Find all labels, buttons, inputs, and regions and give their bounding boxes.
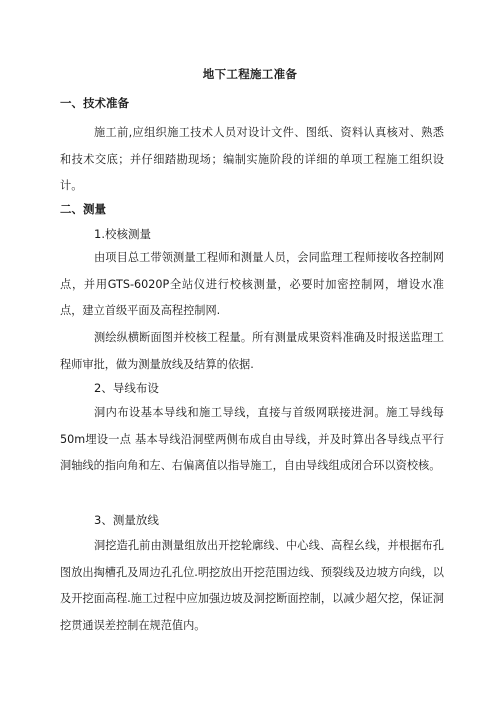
paragraph-verification-survey-1: 由项目总工带领测量工程师和测量人员，会同监理工程师接收各控制网点，并用GTS-6020P全站仪进行校核测量，必要时加密控制网，增设水准点，建立首级平面及高程控制网.: [60, 251, 444, 317]
section-heading-technical-prep: 一、技术准备: [60, 96, 129, 110]
document-title: 地下工程施工准备: [202, 67, 298, 81]
subsection-title-verification-survey: 1.校核测量: [94, 227, 151, 241]
paragraph-traverse-layout: 洞内布设基本导线和施工导线，直接与首级网联接进洞。施工导线每50m埋设一点 基本导线沿洞壁两侧布成自由导线，并及时算出各导线点平行洞轴线的指向角和左、右偏离值以指导施工，自由导线组成闭合环以资校核。: [60, 406, 444, 472]
subsection-title-setting-out: 3、测量放线: [94, 513, 159, 527]
section-heading-survey: 二、测量: [60, 202, 106, 216]
paragraph-technical-prep: 施工前,应组织施工技术人员对设计文件、图纸、资料认真核对、熟悉和技术交底；并仔细踏勘现场；编制实施阶段的详细的单项工程施工组织设计。: [60, 126, 444, 192]
paragraph-setting-out: 洞挖造孔前由测量组放出开挖轮廓线、中心线、高程幺线，并根据布孔图放出掏槽孔及周边孔孔位.明挖放出开挖范围边线、预裂线及边坡方向线，以及开挖面高程.施工过程中应加强边坡及洞挖断面控制，以减少超欠挖，保证洞挖贯通误差控制在规范值内。: [60, 539, 444, 632]
subsection-title-traverse-layout: 2、导线布设: [94, 381, 159, 395]
paragraph-verification-survey-2: 测绘纵横断面图并校核工程量。所有测量成果资料准确及时报送监理工程师审批，做为测量放线及结算的依据.: [60, 331, 444, 371]
